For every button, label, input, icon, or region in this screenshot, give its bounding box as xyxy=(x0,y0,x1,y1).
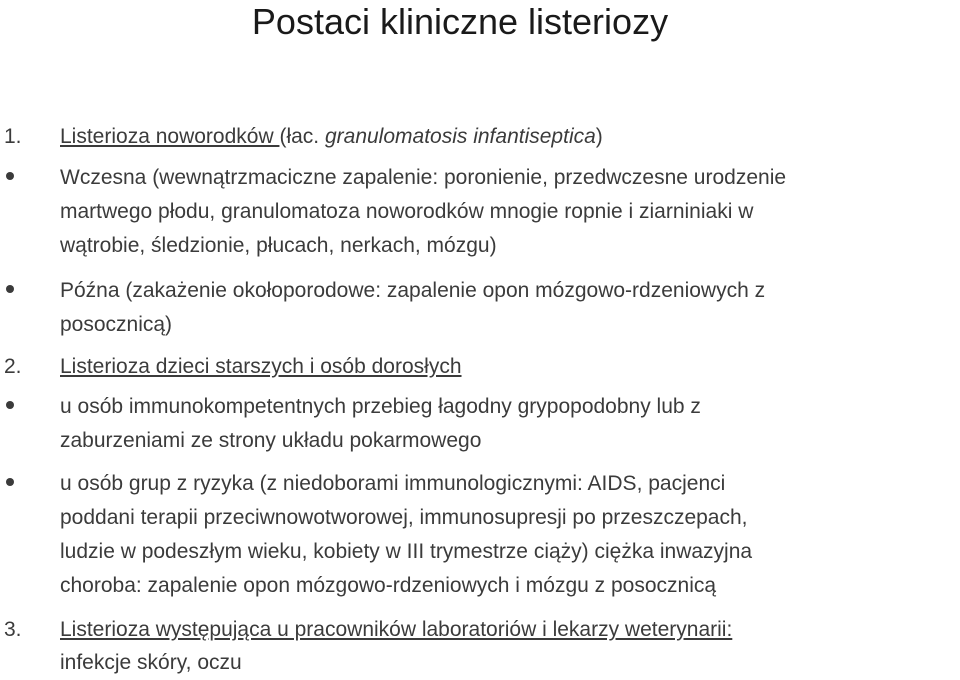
section-1-heading-close: ) xyxy=(595,125,603,148)
bullet-icon xyxy=(6,172,14,180)
section-3-number: 3. xyxy=(4,618,22,641)
section-2-number: 2. xyxy=(4,355,22,378)
bullet-2-line-1: Późna (zakażenie okołoporodowe: zapalenie opon mózgowo-rdzeniowych z xyxy=(60,279,766,302)
section-1-heading xyxy=(60,120,603,154)
bullet-4-line-1: u osób grup z ryzyka (z niedoborami immunologicznymi: AIDS, pacjenci xyxy=(60,472,726,495)
section-3-heading: Listerioza występująca u pracowników laboratoriów i lekarzy weterynarii: xyxy=(60,618,733,641)
bullet-2-line-2: posocznicą) xyxy=(60,313,173,336)
bullet-1-line-3: wątrobie, śledzionie, płucach, nerkach, mózgu) xyxy=(60,234,497,257)
bullet-4-line-4: choroba: zapalenie opon mózgowo-rdzeniowych i mózgu z posocznicą xyxy=(60,574,717,597)
section-1-number: 1. xyxy=(4,125,22,148)
section-1-heading-underlined: Listerioza noworodków xyxy=(60,125,280,148)
section-1-heading-italic: granulomatosis infantiseptica xyxy=(324,125,596,148)
bullet-4-line-2: poddani terapii przeciwnowotworowej, immunosupresji po przeszczepach, xyxy=(60,506,748,529)
bullet-3-line-2: zaburzeniami ze strony układu pokarmowego xyxy=(60,429,482,452)
section-1-heading-rest: (łac. xyxy=(279,125,325,148)
bullet-icon xyxy=(6,285,14,293)
bullet-icon xyxy=(6,478,14,486)
bullet-1-line-2: martwego płodu, granulomatoza noworodków mnogie ropnie i ziarniniaki w xyxy=(60,200,754,223)
bullet-1-line-1: Wczesna (wewnątrzmaciczne zapalenie: poronienie, przedwczesne urodzenie xyxy=(60,166,787,189)
slide-title: Postaci kliniczne listeriozy xyxy=(251,1,669,42)
bullet-icon xyxy=(6,401,14,409)
bullet-3-line-1: u osób immunokompetentnych przebieg łagodny grypopodobny lub z xyxy=(60,395,701,418)
section-3-line-2: infekcje skóry, oczu xyxy=(60,651,242,674)
section-2-heading: Listerioza dzieci starszych i osób dorosłych xyxy=(60,355,462,378)
bullet-4-line-3: ludzie w podeszłym wieku, kobiety w III trymestrze ciąży) ciężka inwazyjna xyxy=(60,540,753,563)
